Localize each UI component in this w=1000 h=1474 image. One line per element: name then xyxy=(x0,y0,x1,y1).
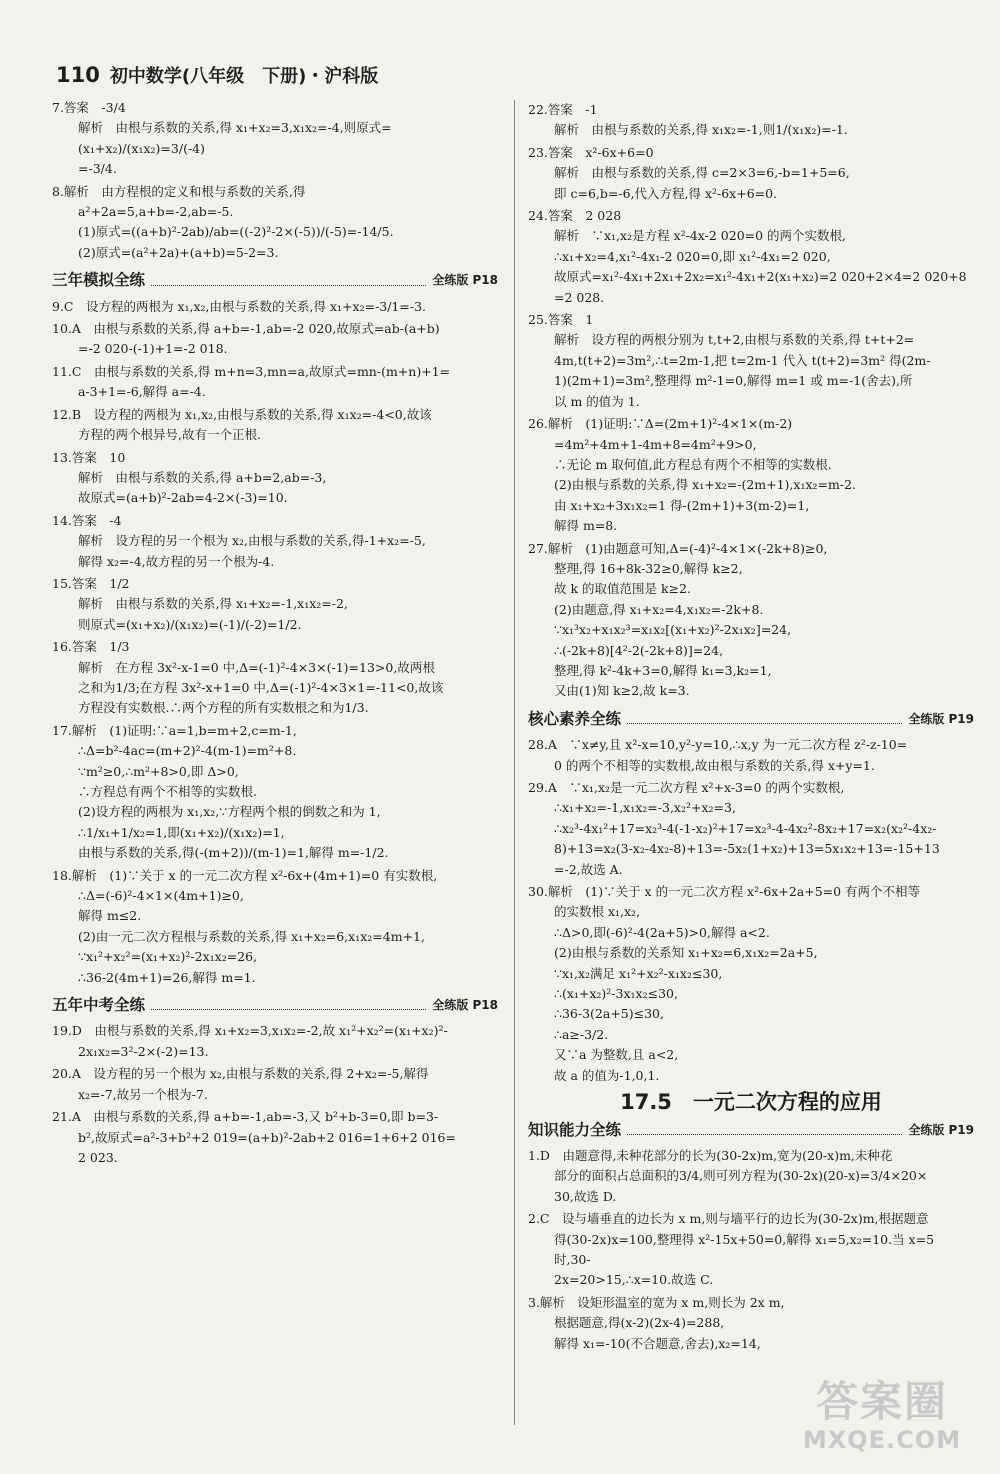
answer-line: 15.答案 1/2 xyxy=(52,575,130,591)
answer-line: 又∵a 为整数,且 a<2, xyxy=(554,1047,679,1063)
answer-item xyxy=(52,574,498,635)
answer-line: 8)+13=x₂(3-x₂-4x₂-8)+13=-5x₂(1+x₂)+13=5x₁x₂+13=-15+13 xyxy=(554,841,940,857)
answer-line: 解析 设方程的两根分别为 t,t+2,由根与系数的关系,得 t+t+2= xyxy=(554,332,915,348)
answer-line: =-3/4. xyxy=(78,161,117,177)
answer-line: a-3+1=-6,解得 a=-4. xyxy=(78,384,206,400)
answer-line: 2x=20>15,∴x=10.故选 C. xyxy=(554,1272,714,1288)
answer-item xyxy=(528,206,974,308)
answer-line: 方程的两个根异号,故有一个正根. xyxy=(78,427,261,443)
answer-item xyxy=(52,866,498,988)
answer-line: 22.答案 -1 xyxy=(528,102,598,117)
answer-line: 解析 设方程的另一个根为 x₂,由根与系数的关系,得-1+x₂=-5, xyxy=(78,533,426,549)
answer-item xyxy=(528,143,974,204)
page-header xyxy=(56,60,496,90)
answer-line: 解析 由根与系数的关系,得 x₁+x₂=3,x₁x₂=-4,则原式=(x₁+x₂)/(x₁x₂)=3/(-4) xyxy=(78,120,392,156)
answer-line: ∴Δ>0,即(-6)²-4(2a+5)>0,解得 a<2. xyxy=(554,924,770,940)
left-column xyxy=(52,98,498,1170)
answer-line: (2)原式=(a²+2a)+(a+b)=5-2=3. xyxy=(78,244,279,260)
answer-line: ∴Δ=b²-4ac=(m+2)²-4(m-1)=m²+8. xyxy=(78,743,297,759)
answer-item xyxy=(528,735,974,776)
answer-line: 2x₁x₂=3²-2×(-2)=13. xyxy=(78,1043,209,1059)
answer-line: 8.解析 由方程根的定义和根与系数的关系,得 xyxy=(52,183,306,199)
answer-line: ∴(x₁+x₂)²-3x₁x₂≤30, xyxy=(554,986,678,1002)
answer-item xyxy=(52,182,498,264)
section-page-ref: 全练版 P18 xyxy=(432,273,498,288)
watermark-logo-text: 答案圈 xyxy=(815,1377,948,1426)
answer-line: 整理,得 16+8k-32≥0,解得 k≥2, xyxy=(554,560,743,576)
answer-line: 解得 m≤2. xyxy=(78,908,142,924)
answer-line: 27.解析 (1)由题意可知,Δ=(-4)²-4×1×(-2k+8)≥0, xyxy=(528,540,828,556)
answer-item xyxy=(52,405,498,446)
section-heading xyxy=(528,1120,974,1140)
answer-line: 解析 由根与系数的关系,得 c=2×3=6,-b=1+5=6, xyxy=(554,165,850,181)
answer-line: (1)原式=((a+b)²-2ab)/ab=((-2)²-2×(-5))/(-5)=-14/5. xyxy=(78,224,394,240)
answer-line: 26.解析 (1)证明:∵Δ=(2m+1)²-4×1×(m-2) xyxy=(528,416,793,432)
answer-item xyxy=(52,511,498,572)
book-title: 初中数学(八年级 下册)・沪科版 xyxy=(109,66,379,87)
answer-line: =-2,故选 A. xyxy=(554,861,623,877)
answer-line: 故 a 的值为-1,0,1. xyxy=(554,1067,660,1083)
section-heading xyxy=(528,709,974,729)
dotted-leader xyxy=(627,1134,902,1135)
answer-line: ∴(-2k+8)[4²-2(-2k+8)]=24, xyxy=(554,642,724,658)
answer-line: 解析 在方程 3x²-x-1=0 中,Δ=(-1)²-4×3×(-1)=13>0,故两根 xyxy=(78,659,435,675)
answer-item xyxy=(528,414,974,536)
answer-line: 根据题意,得(x-2)(2x-4)=288, xyxy=(554,1315,725,1331)
answer-line: 23.答案 x²-6x+6=0 xyxy=(528,144,654,160)
answer-line: 17.解析 (1)证明:∵a=1,b=m+2,c=m-1, xyxy=(52,722,297,738)
answer-line: 得(30-2x)x=100,整理得 x²-15x+50=0,解得 x₁=5,x₂=10.当 x=5 时,30- xyxy=(554,1231,935,1267)
answer-line: (2)由根与系数的关系知 x₁+x₂=6,x₁x₂=2a+5, xyxy=(554,945,818,961)
answer-item xyxy=(52,1064,498,1105)
answer-item xyxy=(52,721,498,864)
section-heading xyxy=(52,995,498,1015)
answer-line: 18.解析 (1)∵关于 x 的一元二次方程 x²-6x+(4m+1)=0 有实数根, xyxy=(52,867,438,883)
section-title: 知识能力全练 xyxy=(528,1120,622,1139)
column-divider xyxy=(514,100,515,1425)
answer-line: 2.C 设与墙垂直的边长为 x m,则与墙平行的边长为(30-2x)m,根据题意 xyxy=(528,1211,929,1227)
answer-line: 25.答案 1 xyxy=(528,312,594,328)
section-page-ref: 全练版 P19 xyxy=(908,711,974,726)
answer-line: ∴Δ=(-6)²-4×1×(4m+1)≥0, xyxy=(78,888,244,904)
answer-line: 部分的面积占总面积的3/4,则可列方程为(30-2x)(20-x)=3/4×20× xyxy=(554,1168,928,1184)
answer-line: 解得 x₂=-4,故方程的另一个根为-4. xyxy=(78,553,275,569)
answer-item xyxy=(52,297,498,317)
chapter-section-title: 17.5 一元二次方程的应用 xyxy=(620,1090,882,1115)
answer-line: x₂=-7,故另一个根为-7. xyxy=(78,1086,208,1102)
dotted-leader xyxy=(151,1009,426,1010)
answer-line: 1)(2m+1)=3m²,整理得 m²-1=0,解得 m=1 或 m=-1(舍去),所 xyxy=(554,373,913,389)
answer-line: 7.答案 -3/4 xyxy=(52,100,126,115)
answer-line: ∵x₁³x₂+x₁x₂³=x₁x₂[(x₁+x₂)²-2x₁x₂]=24, xyxy=(554,622,792,638)
answer-item xyxy=(52,1021,498,1062)
answer-item xyxy=(528,1146,974,1207)
answer-line: (2)由题意,得 x₁+x₂=4,x₁x₂=-2k+8. xyxy=(554,601,764,617)
answer-line: ∴a≥-3/2. xyxy=(554,1026,609,1042)
answer-line: 故 k 的取值范围是 k≥2. xyxy=(554,581,691,597)
answer-item xyxy=(528,100,974,141)
answer-item xyxy=(528,310,974,412)
page-number: 110 xyxy=(56,63,100,87)
answer-item xyxy=(528,778,974,880)
answer-line: 10.A 由根与系数的关系,得 a+b=-1,ab=-2 020,故原式=ab-(a+b) xyxy=(52,321,440,337)
answer-line: 解析 由根与系数的关系,得 x₁+x₂=-1,x₁x₂=-2, xyxy=(78,596,348,612)
answer-line: 4m,t(t+2)=3m²,∴t=2m-1,把 t=2m-1 代入 t(t+2)=3m² 得(2m- xyxy=(554,352,931,368)
section-heading xyxy=(52,270,498,290)
answer-line: 3.解析 设矩形温室的宽为 x m,则长为 2x m, xyxy=(528,1294,785,1310)
answer-line: (2)由根与系数的关系,得 x₁+x₂=-(2m+1),x₁x₂=m-2. xyxy=(554,477,857,493)
answer-line: 28.A ∵x≠y,且 x²-x=10,y²-y=10,∴x,y 为一元二次方程 z²-z-10= xyxy=(528,737,908,753)
answer-line: 由 x₁+x₂+3x₁x₂=1 得-(2m+1)+3(m-2)=1, xyxy=(554,497,810,513)
answer-line: 12.B 设方程的两根为 x₁,x₂,由根与系数的关系,得 x₁x₂=-4<0,故该 xyxy=(52,406,432,422)
answer-line: 24.答案 2 028 xyxy=(528,208,622,224)
answer-line: 解析 由根与系数的关系,得 a+b=2,ab=-3, xyxy=(78,469,327,485)
answer-line: 解得 x₁=-10(不合题意,舍去),x₂=14, xyxy=(554,1335,761,1351)
answer-line: 14.答案 -4 xyxy=(52,512,122,528)
answer-line: (2)由一元二次方程根与系数的关系,得 x₁+x₂=6,x₁x₂=4m+1, xyxy=(78,928,425,944)
section-page-ref: 全练版 P19 xyxy=(908,1122,974,1137)
answer-line: =-2 020-(-1)+1=-2 018. xyxy=(78,341,228,357)
answer-line: 11.C 由根与系数的关系,得 m+n=3,mn=a,故原式=mn-(m+n)+1= xyxy=(52,363,451,379)
answer-line: 20.A 设方程的另一个根为 x₂,由根与系数的关系,得 2+x₂=-5,解得 xyxy=(52,1066,429,1082)
answer-item xyxy=(52,637,498,719)
answer-line: 30,故选 D. xyxy=(554,1188,617,1204)
answer-line: 29.A ∵x₁,x₂是一元二次方程 x²+x-3=0 的两个实数根, xyxy=(528,780,845,795)
answer-line: ∴1/x₁+1/x₂=1,即(x₁+x₂)/(x₁x₂)=1, xyxy=(78,824,285,840)
answer-item xyxy=(52,98,498,180)
answer-line: 解得 m=8. xyxy=(554,518,618,534)
answer-line: 解析 由根与系数的关系,得 x₁x₂=-1,则1/(x₁x₂)=-1. xyxy=(554,122,848,138)
answer-line: (2)设方程的两根为 x₁,x₂,∵方程两个根的倒数之和为 1, xyxy=(78,804,381,820)
answer-line: 整理,得 k²-4k+3=0,解得 k₁=3,k₂=1, xyxy=(554,662,772,678)
answer-line: 16.答案 1/3 xyxy=(52,639,130,655)
answer-line: 2 023. xyxy=(78,1149,118,1165)
answer-line: 之和为1/3;在方程 3x²-x+1=0 中,Δ=(-1)²-4×3×1=-11<0,故该 xyxy=(78,679,444,695)
answer-line: 21.A 由根与系数的关系,得 a+b=-1,ab=-3,又 b²+b-3=0,即 b=3- xyxy=(52,1109,439,1125)
answer-line: 0 的两个不相等的实数根,故由根与系数的关系,得 x+y=1. xyxy=(554,757,875,773)
answer-line: 1.D 由题意得,未种花部分的长为(30-2x)m,宽为(20-x)m,未种花 xyxy=(528,1147,893,1163)
answer-item xyxy=(52,319,498,360)
answer-line: ∴无论 m 取何值,此方程总有两个不相等的实数根. xyxy=(554,456,832,472)
answer-line: 的实数根 x₁,x₂, xyxy=(554,904,641,920)
answer-line: 又由(1)知 k≥2,故 k=3. xyxy=(554,683,690,699)
answer-line: ∵x₁,x₂满足 x₁²+x₂²-x₁x₂≤30, xyxy=(554,965,723,981)
answer-line: 则原式=(x₁+x₂)/(x₁x₂)=(-1)/(-2)=1/2. xyxy=(78,616,302,632)
answer-item xyxy=(52,1107,498,1168)
answer-line: ∴x₁+x₂=-1,x₁x₂=-3,x₂²+x₂=3, xyxy=(554,800,736,816)
watermark-url: MXQE.COM xyxy=(802,1426,962,1454)
section-title: 三年模拟全练 xyxy=(52,271,146,290)
answer-line: a²+2a=5,a+b=-2,ab=-5. xyxy=(78,204,234,220)
section-page-ref: 全练版 P18 xyxy=(432,998,498,1013)
answer-line: 故原式=(a+b)²-2ab=4-2×(-3)=10. xyxy=(78,490,288,506)
answer-line: ∴x₂³-4x₁²+17=x₂³-4(-1-x₂)²+17=x₂³-4-4x₂²-8x₂+17=x₂(x₂²-4x₂- xyxy=(554,820,937,836)
answer-line: ∴x₁+x₂=4,x₁²-4x₁-2 020=0,即 x₁²-4x₁=2 020, xyxy=(554,248,831,264)
answer-line: ∵x₁²+x₂²=(x₁+x₂)²-2x₁x₂=26, xyxy=(78,949,258,965)
right-column xyxy=(528,100,974,1356)
answer-item xyxy=(52,362,498,403)
answer-line: ∴36-3(2a+5)≤30, xyxy=(554,1006,664,1022)
answer-line: 解析 ∵x₁,x₂是方程 x²-4x-2 020=0 的两个实数根, xyxy=(554,228,847,244)
answer-item xyxy=(528,539,974,702)
answer-line: ∴36-2(4m+1)=26,解得 m=1. xyxy=(78,969,256,985)
answer-line: 故原式=x₁²-4x₁+2x₁+2x₂=x₁²-4x₁+2(x₁+x₂)=2 020+2×4=2 020+8 xyxy=(554,269,967,285)
answer-item xyxy=(528,1209,974,1291)
answer-line: 方程没有实数根.∴两个方程的所有实数根之和为1/3. xyxy=(78,700,369,716)
answer-line: =4m²+4m+1-4m+8=4m²+9>0, xyxy=(554,436,757,452)
answer-item xyxy=(528,1293,974,1354)
answer-line: ∵m²≥0,∴m²+8>0,即 Δ>0, xyxy=(78,763,239,779)
dotted-leader xyxy=(151,285,426,286)
watermark xyxy=(782,1378,982,1462)
answer-line: =2 028. xyxy=(554,289,605,305)
answer-item xyxy=(52,448,498,509)
section-title: 核心素养全练 xyxy=(528,709,622,728)
answer-line: 由根与系数的关系,得(-(m+2))/(m-1)=1,解得 m=-1/2. xyxy=(78,845,389,861)
answer-line: 19.D 由根与系数的关系,得 x₁+x₂=3,x₁x₂=-2,故 x₁²+x₂²=(x₁+x₂)²- xyxy=(52,1023,448,1039)
answer-line: ∴方程总有两个不相等的实数根. xyxy=(78,784,257,799)
answer-line: 30.解析 (1)∵关于 x 的一元二次方程 x²-6x+2a+5=0 有两个不相等 xyxy=(528,884,921,900)
answer-line: b²,故原式=a²-3+b²+2 019=(a+b)²-2ab+2 016=1+6+2 016= xyxy=(78,1129,456,1145)
section-title: 五年中考全练 xyxy=(52,996,146,1015)
answer-item xyxy=(528,882,974,1086)
dotted-leader xyxy=(627,723,902,724)
answer-line: 即 c=6,b=-6,代入方程,得 x²-6x+6=0. xyxy=(554,185,778,201)
answer-line: 以 m 的值为 1. xyxy=(554,393,640,409)
answer-line: 9.C 设方程的两根为 x₁,x₂,由根与系数的关系,得 x₁+x₂=-3/1=-3. xyxy=(52,298,427,314)
answer-line: 13.答案 10 xyxy=(52,449,126,465)
